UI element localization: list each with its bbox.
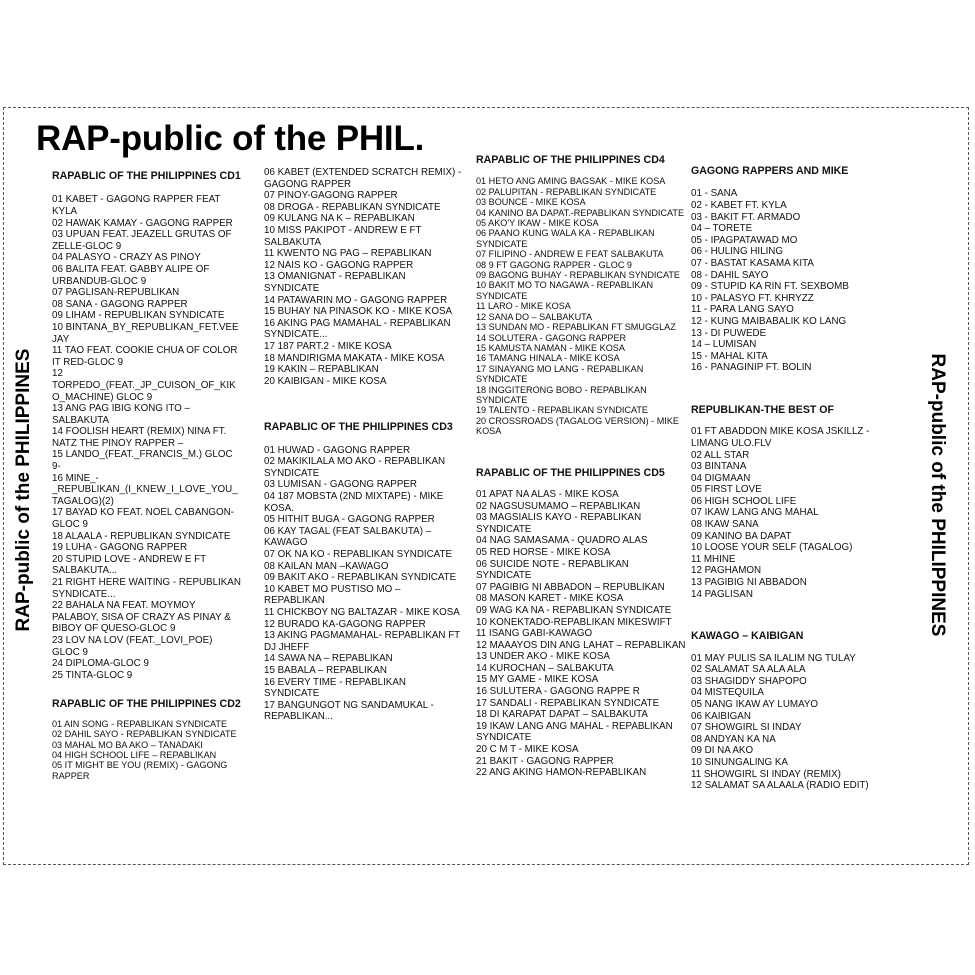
track-item: 12 - KUNG MAIBABALIK KO LANG [691,315,847,327]
track-item: 11 SHOWGIRL SI INDAY (REMIX) [691,768,841,780]
track-item: 19 TALENTO - REPABLIKAN SYNDICATE [476,405,648,416]
track-list-cd4 [476,176,686,436]
track-item: 16 AKING PAG MAMAHAL - REPABLIKAN SYNDICATE... [264,317,451,341]
track-item: 18 MANDIRIGMA MAKATA - MIKE KOSA [264,352,445,364]
track-item: 10 - PALASYO FT. KHRYZZ [691,292,814,304]
track-item: 07 SHOWGIRL SI INDAY [691,722,802,734]
track-item: 05 - IPAGPATAWAD MO [691,234,798,246]
track-item: 10 LOOSE YOUR SELF (TAGALOG) [691,542,853,554]
track-item: 21 RIGHT HERE WAITING - REPUBLIKAN SYNDICATE... [52,577,241,600]
column-2 [264,167,462,723]
track-item: 23 LOV NA LOV (FEAT._LOVI_POE) GLOC 9 [52,634,213,658]
column-1 [52,170,242,781]
track-item: 01 MAY PULIS SA ILALIM NG TULAY [691,652,856,664]
section-title-cd5: RAPABLIC OF THE PHILIPPINES CD5 [476,466,665,479]
tracklist-gagong-rappers [691,165,891,374]
track-item: 16 MINE_-_REPUBLIKAN_(I_KNEW_I_LOVE_YOU_TAGALOG)(2) [52,472,238,507]
track-item: 07 OK NA KO - REPABLIKAN SYNDICATE [264,549,453,561]
track-item: 01 APAT NA ALAS - MIKE KOSA [476,488,619,500]
track-item: 01 HUWAD - GAGONG RAPPER [264,444,411,456]
track-item: 15 - MAHAL KITA [691,350,768,362]
track-item: 15 KAMUSTA NAMAN - MIKE KOSA [476,342,625,353]
track-item: 03 MAGSIALIS KAYO - REPABLIKAN SYNDICATE [476,512,642,535]
track-item: 12 SANA DO – SALBAKUTA [476,311,593,322]
track-item: 10 SINUNGALING KA [691,756,788,768]
track-item: 06 KAY TAGAL (FEAT SALBAKUTA) – KAWAGO [264,525,432,549]
track-item: 03 MAHAL MO BA AKO – TANADAKI [52,739,203,750]
track-item: 15 BABALA – REPABLIKAN [264,664,387,676]
tracklist-cd4 [476,154,686,437]
track-item: 17 BANGUNGOT NG SANDAMUKAL - REPABLIKAN... [264,699,434,723]
tracklist-kawago [691,630,891,792]
track-item: 12 TORPEDO_(FEAT._JP_CUISON_OF_KIKO_MACHINE) GLOC 9 [52,368,236,403]
track-list-republikan-best-of [691,426,891,600]
track-item: 03 BOUNCE - MIKE KOSA [476,197,586,208]
track-item: 10 BAKIT MO TO NAGAWA - REPABLIKAN SYNDICATE [476,280,654,301]
track-item: 05 RED HORSE - MIKE KOSA [476,546,611,558]
track-item: 17 187 PART.2 - MIKE KOSA [264,340,392,352]
track-item: 03 BINTANA [691,461,747,473]
track-item: 16 - PANAGINIP FT. BOLIN [691,362,812,374]
track-item: 04 PALASYO - CRAZY AS PINOY [52,252,201,264]
column-3 [476,154,686,779]
section-title-kawago: KAWAGO – KAIBIGAN [691,630,804,643]
track-item: 18 DI KARAPAT DAPAT – SALBAKUTA [476,709,648,721]
track-item: 04 – TORETE [691,223,753,235]
main-title: RAP-public of the PHIL. [36,119,425,158]
tracklist-cd5 [476,467,686,779]
track-item: 12 NAIS KO - GAGONG RAPPER [264,259,414,271]
track-list-cd2-part2 [264,167,462,387]
track-item: 03 - BAKIT FT. ARMADO [691,211,801,223]
track-item: 07 IKAW LANG ANG MAHAL [691,507,819,519]
track-item: 09 KULANG NA K – REPABLIKAN [264,213,415,225]
track-list-gagong-rappers [691,188,891,374]
track-item: 14 – LUMISAN [691,339,757,351]
track-item: 01 HETO ANG AMING BAGSAK - MIKE KOSA [476,176,666,187]
track-item: 19 LUHA - GAGONG RAPPER [52,542,188,554]
track-item: 14 FOOLISH HEART (REMIX) NINA FT. NATZ THE PINOY RAPPER – [52,426,227,449]
track-item: 08 DROGA - REPABLIKAN SYNDICATE [264,201,441,213]
track-item: 12 BURADO KA-GAGONG RAPPER [264,618,426,630]
spine-label-left: RAP-public of the PHILIPPINES [13,348,34,632]
track-item: 06 PAANO KUNG WALA KA - REPABLIKAN SYNDICATE [476,228,655,249]
track-item: 08 SANA - GAGONG RAPPER [52,298,188,310]
track-item: 25 TINTA-GLOC 9 [52,669,133,681]
track-item: 15 BUHAY NA PINASOK KO - MIKE KOSA [264,306,453,318]
section-title-cd1: RAPABLIC OF THE PHILIPPINES CD1 [52,170,241,182]
track-item: 04 DIGMAAN [691,472,751,484]
track-item: 02 NAGSUSUMAMO – REPABLIKAN [476,500,641,512]
track-item: 16 TAMANG HINALA - MIKE KOSA [476,353,620,364]
track-item: 13 PAGIBIG NI ABBADON [691,577,807,589]
track-item: 13 SUNDAN MO - REPABLIKAN FT SMUGGLAZ [476,322,676,333]
tracklist-cd3 [264,421,462,723]
track-item: 06 BALITA FEAT. GABBY ALIPE OF URBANDUB-GLOC 9 [52,263,210,287]
track-item: 02 - KABET FT. KYLA [691,200,787,211]
track-list-cd3 [264,445,462,723]
track-item: 06 KAIBIGAN [691,710,751,722]
track-item: 21 BAKIT - GAGONG RAPPER [476,755,614,767]
track-item: 22 ANG AKING HAMON-REPABLIKAN [476,767,647,779]
track-item: 05 AKO'Y IKAW - MIKE KOSA [476,218,599,229]
track-item: 07 FILIPINO - ANDREW E FEAT SALBAKUTA [476,249,664,260]
track-item: 17 BAYAD KO FEAT. NOEL CABANGON-GLOC 9 [52,507,235,531]
track-item: 10 BINTANA_BY_REPUBLIKAN_FET.VEE JAY [52,321,239,345]
track-item: 10 KONEKTADO-REPABLIKAN MIKESWIFT [476,616,672,628]
track-item: 05 NANG IKAW AY LUMAYO [691,699,819,710]
track-item: 06 HIGH SCHOOL LIFE [691,495,797,507]
track-item: 09 BAGONG BUHAY - REPABLIKAN SYNDICATE [476,270,680,281]
track-item: 13 UNDER AKO - MIKE KOSA [476,651,610,663]
track-list-cd2-part1 [52,719,242,781]
track-item: 24 DIPLOMA-GLOC 9 [52,658,149,670]
track-item: 22 BAHALA NA FEAT. MOYMOY PALABOY, SISA OF CRAZY AS PINAY & BIBOY OF QUESO-GLOC 9 [52,600,231,635]
track-list-cd1 [52,194,242,681]
track-item: 07 PAGLISAN-REPUBLIKAN [52,287,180,299]
track-item: 11 - PARA LANG SAYO [691,304,794,316]
tracklist-cd2 [52,698,242,781]
track-item: 03 LUMISAN - GAGONG RAPPER [264,479,417,491]
track-item: 14 SOLUTERA - GAGONG RAPPER [476,332,627,343]
track-item: 11 TAO FEAT. COOKIE CHUA OF COLOR IT RED-GLOC 9 [52,345,238,368]
track-item: 16 SULUTERA - GAGONG RAPPE R [476,686,640,698]
track-item: 14 PAGLISAN [691,588,753,600]
track-item: 08 IKAW SANA [691,519,759,531]
track-item: 02 DAHIL SAYO - REPABLIKAN SYNDICATE [52,729,237,740]
track-item: 20 KAIBIGAN - MIKE KOSA [264,375,387,387]
track-item: 11 ISANG GABI-KAWAGO [476,628,593,640]
track-item: 03 SHAGIDDY SHAPOPO [691,675,807,687]
track-item: 03 UPUAN FEAT. JEAZELL GRUTAS OF ZELLE-GLOC 9 [52,229,232,252]
track-item: 10 KABET MO PUSTISO MO – REPABLIKAN [264,583,401,607]
track-item: 13 ANG PAG IBIG KONG ITO – SALBAKUTA [52,403,190,426]
track-item: 08 MASON KARET - MIKE KOSA [476,593,624,605]
track-item: 05 HITHIT BUGA - GAGONG RAPPER [264,514,435,526]
track-item: 06 - HULING HILING [691,246,784,258]
section-title-gagong-rappers: GAGONG RAPPERS AND MIKE [691,165,849,177]
track-item: 14 SAWA NA – REPABLIKAN [264,653,393,665]
track-list-cd5 [476,489,686,779]
track-item: 05 FIRST LOVE [691,484,762,496]
track-item: 09 KANINO BA DAPAT [691,530,792,542]
track-item: 08 ANDYAN KA NA [691,733,776,745]
track-item: 19 KAKIN – REPABLIKAN [264,364,379,376]
track-item: 07 PAGIBIG NI ABBADON – REPUBLIKAN [476,581,665,593]
track-item: 13 AKING PAGMAMAHAL- REPABLIKAN FT DJ JHEFF [264,630,460,653]
track-item: 04 NAG SAMASAMA - QUADRO ALAS [476,535,648,547]
track-item: 13 OMANIGNAT - REPABLIKAN SYNDICATE [264,271,406,294]
section-title-cd3: RAPABLIC OF THE PHILIPPINES CD3 [264,421,453,434]
column-4 [691,165,891,792]
tracklist-republikan-best-of [691,404,891,600]
track-item: 18 INGGITERONG BOBO - REPABLIKAN SYNDICATE [476,384,647,405]
track-item: 09 LIHAM - REPUBLIKAN SYNDICATE [52,310,225,322]
track-item: 09 BAKIT AKO - REPABLIKAN SYNDICATE [264,572,457,584]
track-item: 02 PALUPITAN - REPABLIKAN SYNDICATE [476,186,657,197]
section-title-cd4: RAPABLIC OF THE PHILIPPINES CD4 [476,154,665,166]
track-item: 12 SALAMAT SA ALAALA (RADIO EDIT) [691,780,869,792]
track-item: 08 - DAHIL SAYO [691,269,769,281]
track-item: 01 FT ABADDON MIKE KOSA JSKILLZ - LIMANG ULO.FLV [691,426,870,449]
track-item: 06 SUICIDE NOTE - REPABLIKAN SYNDICATE [476,558,629,582]
track-item: 09 WAG KA NA - REPABLIKAN SYNDICATE [476,604,672,616]
track-item: 12 PAGHAMON [691,565,762,577]
track-item: 02 MAKIKILALA MO AKO - REPABLIKAN SYNDICATE [264,456,446,479]
track-item: 11 MHINE [691,553,736,565]
track-item: 02 SALAMAT SA ALA ALA [691,664,806,676]
track-item: 11 LARO - MIKE KOSA [476,301,571,312]
spine-label-right: RAP-public of the PHILIPPINES [927,353,948,637]
track-item: 08 9 FT GAGONG RAPPER - GLOC 9 [476,259,632,270]
track-item: 07 PINOY-GAGONG RAPPER [264,190,398,202]
track-item: 11 KWENTO NG PAG – REPABLIKAN [264,248,432,260]
track-item: 06 KABET (EXTENDED SCRATCH REMIX) - GAGONG RAPPER [264,167,462,190]
track-item: 13 - DI PUWEDE [691,327,767,339]
track-item: 17 SANDALI - REPABLIKAN SYNDICATE [476,697,660,709]
track-item: 11 CHICKBOY NG BALTAZAR - MIKE KOSA [264,607,460,618]
track-item: 20 CROSSROADS (TAGALOG VERSION) - MIKE KOSA [476,415,679,437]
track-item: 19 IKAW LANG ANG MAHAL - REPABLIKAN SYNDICATE [476,720,673,744]
track-item: 08 KAILAN MAN –KAWAGO [264,560,389,572]
section-title-republikan-best-of: REPUBLIKAN-THE BEST OF [691,403,835,416]
track-item: 14 KUROCHAN – SALBAKUTA [476,662,614,674]
track-item: 20 C M T - MIKE KOSA [476,744,579,756]
track-item: 01 KABET - GAGONG RAPPER FEAT KYLA [52,194,221,217]
track-list-kawago [691,653,891,792]
track-item: 20 STUPID LOVE - ANDREW E FT SALBAKUTA... [52,553,206,577]
track-item: 16 EVERY TIME - REPABLIKAN SYNDICATE [264,676,406,700]
track-item: 04 KANINO BA DAPAT.-REPABLIKAN SYNDICATE [476,207,685,218]
track-item: 14 PATAWARIN MO - GAGONG RAPPER [264,294,448,306]
track-item: 09 - STUPID KA RIN FT. SEXBOMB [691,281,849,293]
track-item: 02 ALL STAR [691,449,750,461]
track-item: 10 MISS PAKIPOT - ANDREW E FT SALBAKUTA [264,224,422,248]
section-title-cd2: RAPABLIC OF THE PHILIPPINES CD2 [52,698,241,711]
track-item: 15 LANDO_(FEAT._FRANCIS_M.) GLOC 9- [52,449,233,473]
track-item: 01 AIN SONG - REPABLIKAN SYNDICATE [52,718,228,729]
track-item: 12 MAAAYOS DIN ANG LAHAT – REPABLIKAN [476,639,686,651]
track-item: 04 187 MOBSTA (2ND MIXTAPE) - MIKE KOSA. [264,491,444,514]
tracklist-cd1 [52,170,242,681]
track-item: 09 DI NA AKO [691,745,754,757]
track-item: 01 - SANA [691,188,738,200]
track-item: 04 HIGH SCHOOL LIFE – REPABLIKAN [52,749,217,760]
track-item: 02 HAWAK KAMAY - GAGONG RAPPER [52,217,233,229]
track-item: 17 SINAYANG MO LANG - REPABLIKAN SYNDICATE [476,363,644,385]
track-item: 15 MY GAME - MIKE KOSA [476,674,599,686]
track-item: 07 - BASTAT KASAMA KITA [691,257,814,269]
track-item: 05 IT MIGHT BE YOU (REMIX) - GAGONG RAPPER [52,760,228,781]
track-item: 18 ALAALA - REPUBLIKAN SYNDICATE [52,530,231,542]
track-item: 04 MISTEQUILA [691,687,764,699]
